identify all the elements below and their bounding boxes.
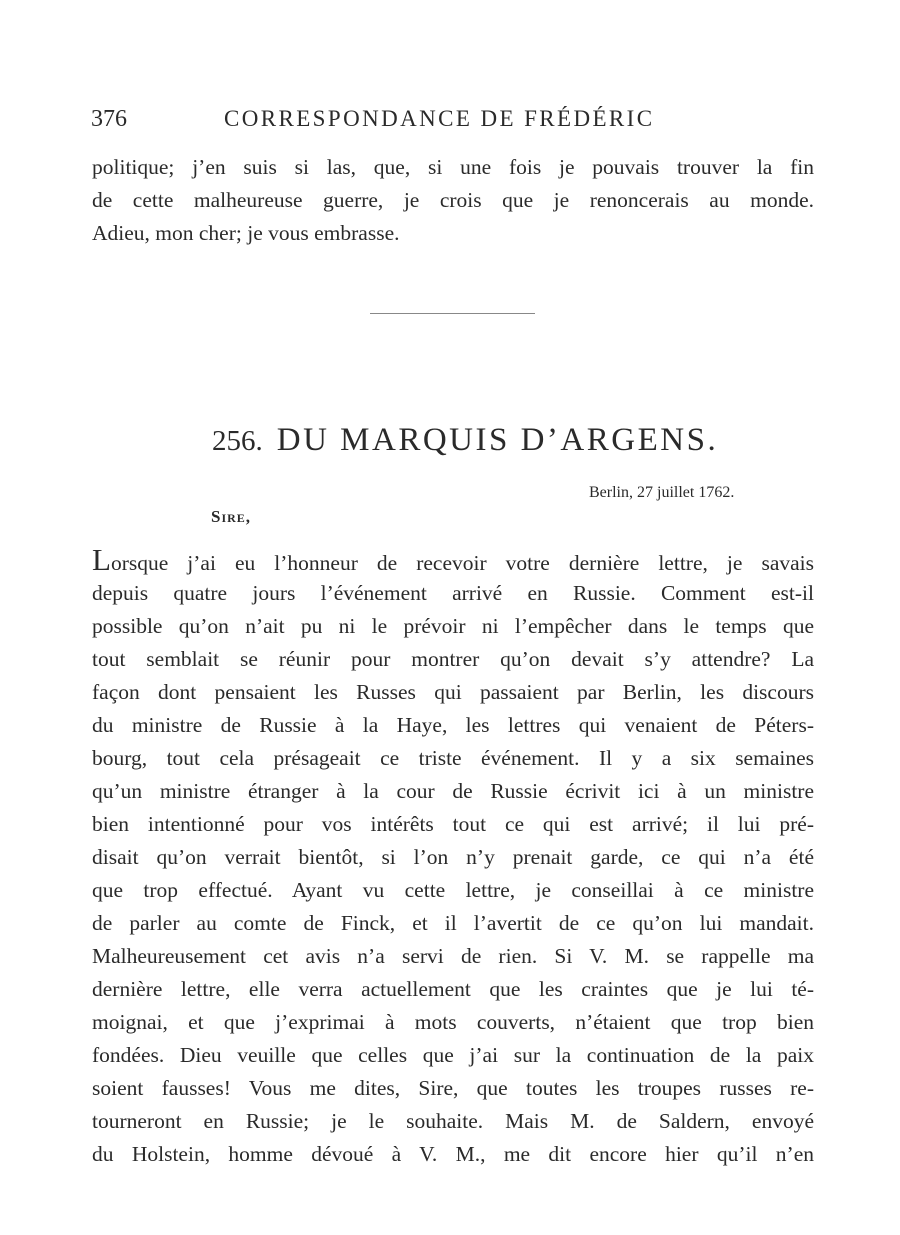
- text-line: possible qu’on n’ait pu ni le prévoir ni l’empêcher dans le temps que: [92, 614, 814, 638]
- text-line-first: [92, 542, 814, 578]
- running-title: CORRESPONDANCE DE FRÉDÉRIC: [224, 106, 655, 131]
- text-line: fondées. Dieu veuille que celles que j’ai sur la continuation de la paix: [92, 1043, 814, 1067]
- letter-title: DU MARQUIS D’ARGENS.: [276, 422, 719, 458]
- text-line: du Holstein, homme dévoué à V. M., me dit encore hier qu’il n’en: [92, 1142, 814, 1166]
- text-line: politique; j’en suis si las, que, si une fois je pouvais trouver la fin: [92, 155, 814, 179]
- text-line: de cette malheureuse guerre, je crois que je renoncerais au monde.: [92, 188, 814, 212]
- text-line: disait qu’on verrait bientôt, si l’on n’y prenait garde, ce qui n’a été: [92, 845, 814, 869]
- text-line: façon dont pensaient les Russes qui passaient par Berlin, les discours: [92, 680, 814, 704]
- text-line-content: orsque j’ai eu l’honneur de recevoir votre dernière lettre, je savais: [110, 551, 814, 575]
- text-line: dernière lettre, elle verra actuellement que les craintes que je lui té-: [92, 977, 814, 1001]
- letter-number: 256.: [212, 425, 263, 457]
- running-head: [91, 106, 811, 140]
- text-line: bourg, tout cela présageait ce triste événement. Il y a six semaines: [92, 746, 814, 770]
- text-line: tourneront en Russie; je le souhaite. Mais M. de Saldern, envoyé: [92, 1109, 814, 1133]
- text-line: tout semblait se réunir pour montrer qu’on devait s’y attendre? La: [92, 647, 814, 671]
- text-line: qu’un ministre étranger à la cour de Russie écrivit ici à un ministre: [92, 779, 814, 803]
- section-divider: [370, 313, 535, 314]
- letter-heading: [212, 422, 718, 459]
- text-line: Malheureusement cet avis n’a servi de rien. Si V. M. se rappelle ma: [92, 944, 814, 968]
- text-line: du ministre de Russie à la Haye, les lettres qui venaient de Péters-: [92, 713, 814, 737]
- text-line: Adieu, mon cher; je vous embrasse.: [92, 221, 400, 245]
- text-line: que trop effectué. Ayant vu cette lettre, je conseillai à ce ministre: [92, 878, 814, 902]
- text-line: moignai, et que j’exprimai à mots couverts, n’étaient que trop bien: [92, 1010, 814, 1034]
- text-line: de parler au comte de Finck, et il l’avertit de ce qu’on lui mandait.: [92, 911, 814, 935]
- text-line: soient fausses! Vous me dites, Sire, que toutes les troupes russes re-: [92, 1076, 814, 1100]
- salutation: Sire,: [211, 507, 252, 526]
- page-number: 376: [91, 106, 127, 132]
- text-line: bien intentionné pour vos intérêts tout ce qui est arrivé; il lui pré-: [92, 812, 814, 836]
- text-line: depuis quatre jours l’événement arrivé en Russie. Comment est-il: [92, 581, 814, 605]
- drop-cap: L: [92, 542, 111, 577]
- dateline: Berlin, 27 juillet 1762.: [589, 484, 735, 501]
